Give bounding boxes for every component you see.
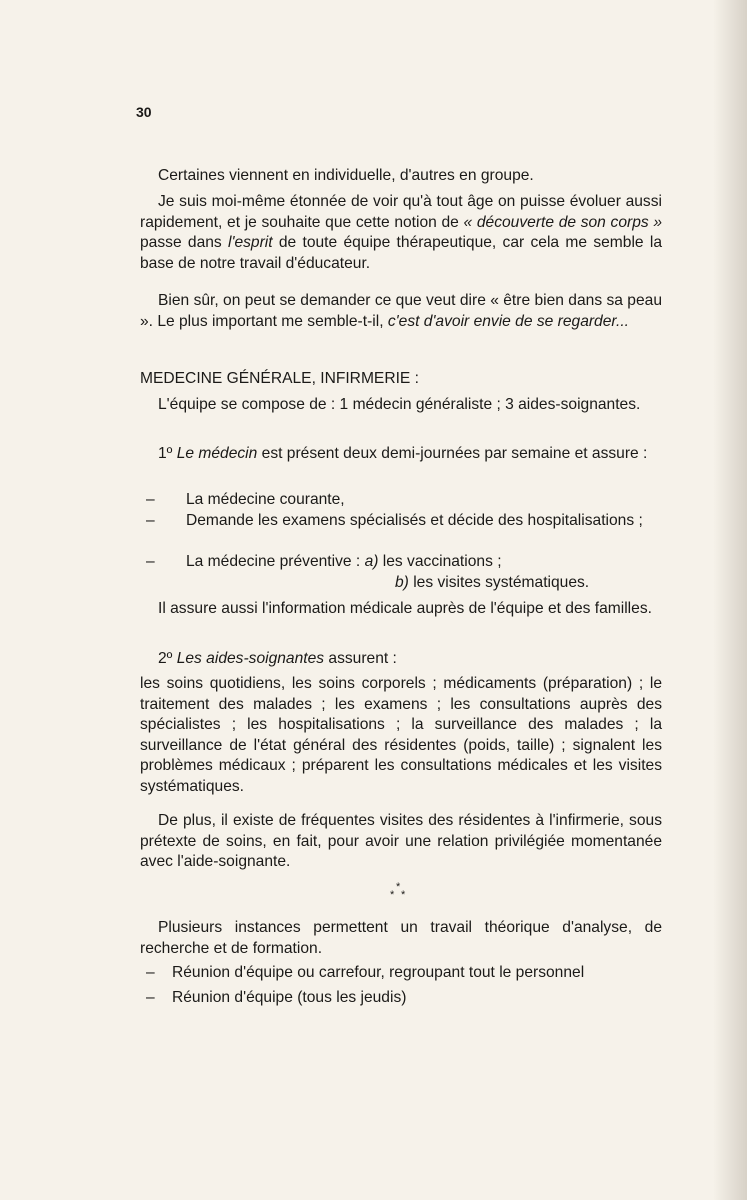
list-item-text: Réunion d'équipe ou carrefour, regroupant tout le personnel bbox=[172, 964, 585, 981]
text-run: La médecine préventive : bbox=[186, 553, 365, 570]
paragraph: les soins quotidiens, les soins corporels ; médicaments (préparation) ; le traitement des malades ; les examens ; les consultations auprès des spécialistes ; les hospitalisations ; la surveillance des malades ; la surveillance de l'état général des résidentes (poids, taille) ; signalent les problèmes médicaux ; préparent les consultations médicales et les visites systématiques. bbox=[140, 675, 662, 795]
list-item-continuation bbox=[395, 573, 589, 594]
list-item-text: La médecine courante, bbox=[186, 491, 345, 508]
list-item-text: Réunion d'équipe (tous les jeudis) bbox=[172, 989, 407, 1006]
text-run: Je suis moi-même étonnée de voir qu'à tout âge on puisse évoluer aussi rapidement, et je souhaite que cette notion de bbox=[140, 193, 662, 231]
asterisk: * bbox=[390, 889, 395, 901]
paragraph: Certaines viennent en individuelle, d'autres en groupe. bbox=[158, 167, 534, 184]
asterisk: * bbox=[396, 881, 401, 893]
dash-bullet: – bbox=[146, 491, 155, 508]
paragraph: Plusieurs instances permettent un travail théorique d'analyse, de recherche et de formation. bbox=[140, 919, 662, 957]
paragraph: L'équipe se compose de : 1 médecin généraliste ; 3 aides-soignantes. bbox=[158, 396, 641, 413]
list-item-text: Demande les examens spécialisés et décide des hospitalisations ; bbox=[186, 512, 643, 529]
text-run: les vaccinations ; bbox=[378, 553, 502, 570]
paragraph: De plus, il existe de fréquentes visites des résidentes à l'infirmerie, sous prétexte de soins, en fait, pour avoir une relation privilégiée momentanée avec l'aide-soignante. bbox=[140, 812, 662, 870]
text-run: les visites systématiques. bbox=[408, 574, 590, 591]
list-item-text bbox=[186, 552, 662, 573]
text-run: assurent : bbox=[324, 650, 397, 667]
numbering: 1º bbox=[158, 445, 177, 462]
dash-bullet: – bbox=[146, 553, 155, 570]
emphasis: « découverte de son corps » bbox=[463, 213, 663, 231]
paragraph bbox=[140, 649, 662, 670]
emphasis: c'est d'avoir envie de se regarder... bbox=[387, 312, 630, 330]
emphasis: l'esprit bbox=[228, 234, 273, 251]
page-number: 30 bbox=[136, 104, 152, 120]
text-run: de toute équipe thérapeutique, car cela me semble la base de notre travail d'éducateur. bbox=[140, 234, 663, 272]
page-edge-shadow bbox=[713, 0, 747, 1200]
text-run: Bien sûr, on peut se demander ce que veut dire « être bien dans sa peau ». Le plus important me semble-t-il, bbox=[140, 292, 662, 330]
paragraph bbox=[140, 444, 662, 465]
section-heading: MEDECINE GÉNÉRALE, INFIRMERIE : bbox=[140, 370, 419, 387]
paragraph bbox=[140, 192, 662, 274]
dash-bullet: – bbox=[146, 512, 155, 529]
asterisk: * bbox=[401, 889, 406, 901]
dash-bullet: – bbox=[146, 964, 155, 981]
emphasis: a) bbox=[364, 553, 379, 570]
text-run: est présent deux demi-journées par semaine et assure : bbox=[257, 445, 648, 462]
text-run: passe dans bbox=[140, 234, 228, 251]
dash-bullet: – bbox=[146, 989, 155, 1006]
emphasis: Les aides-soignantes bbox=[176, 650, 325, 667]
emphasis: b) bbox=[395, 574, 409, 591]
paragraph bbox=[140, 291, 662, 332]
section-separator-asterism bbox=[388, 882, 414, 904]
emphasis: Le médecin bbox=[176, 445, 258, 462]
numbering: 2º bbox=[158, 650, 177, 667]
paragraph: Il assure aussi l'information médicale auprès de l'équipe et des familles. bbox=[158, 600, 652, 617]
